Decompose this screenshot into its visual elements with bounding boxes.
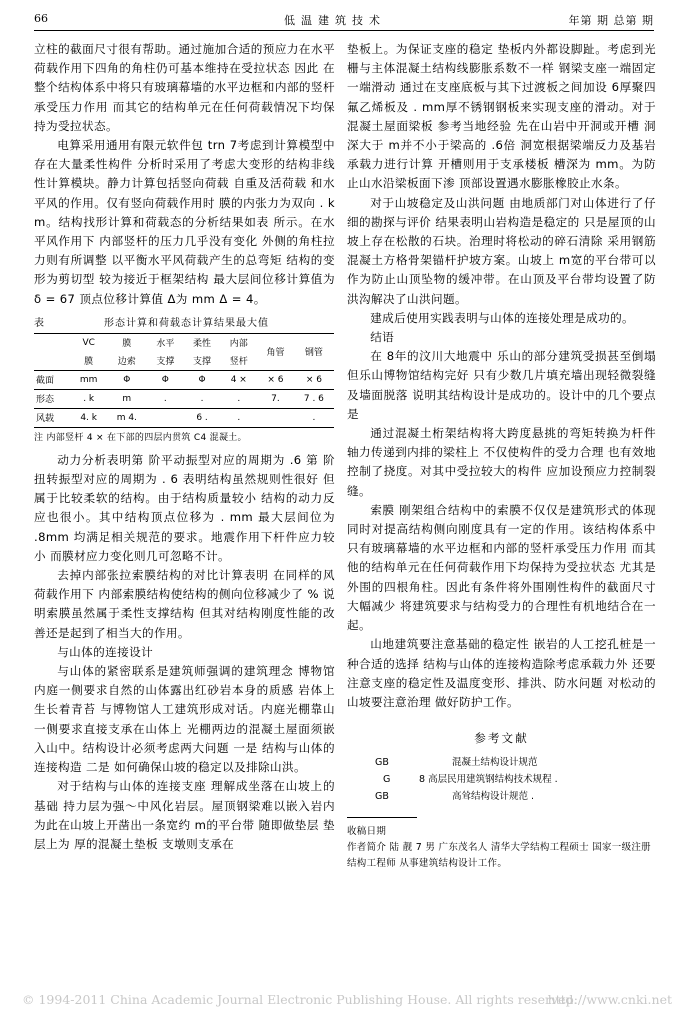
table-cell <box>147 408 184 427</box>
paragraph: 对于山坡稳定及山洪问题 由地质部门对山体进行了仔细的勘探与评价 结果表明山岩构造是稳定的 只是屋顶的山坡上存在松散的石块。治理时将松动的碎石清除 采用钢筋混凝土方格骨架锚杆护坡方案。山坡上 m宽的平台带可以作为防止山顶坠物的缓冲带。在山顶及平台带均设置了防洪沟解决了山洪问题。 <box>347 195 656 306</box>
table-corner <box>34 352 71 371</box>
reference-code: GB <box>375 791 389 803</box>
table-cell: 截面 <box>34 370 71 389</box>
paragraph: 对于结构与山体的连接支座 理解成坐落在山坡上的基础 持力层为强～中风化岩层。屋顶钢梁难以嵌入岩内 为此在山坡上开凿出一条宽约 m的平台带 随即做垫层 垫层上为 厚的混凝土垫板 支墩则支承在 <box>34 779 335 851</box>
paragraph: 动力分析表明第 阶平动振型对应的周期为 .6 第 阶扭转振型对应的周期为 . 6 表明结构虽然规则性很好 但属于比较柔软的结构。由于结构质量较小 结构的动力反应也很小。其中结构顶点位移为 . mm 最大层间位为 .8mm 均满足相关规范的要求。地震作用下杆件应力较小 而膜材应力变化则几可忽略不计。 <box>34 452 335 563</box>
table-header-cell: 柔性 <box>184 333 221 352</box>
table-cell: × 6 <box>257 370 294 389</box>
reference-item <box>347 788 656 805</box>
issue-info: 年第 期 总第 期 <box>568 14 654 27</box>
table-header-cell: 支撑 <box>193 357 212 368</box>
right-column <box>347 40 656 872</box>
table-cell: 4 × <box>220 370 257 389</box>
table-header-cell: VC <box>71 333 107 352</box>
table-cell: Φ <box>107 370 147 389</box>
table-cell: m <box>107 389 147 408</box>
table-cell: 6 . <box>184 408 221 427</box>
table-cell: 7. <box>257 389 294 408</box>
table-row <box>34 408 334 427</box>
table-header-cell: 支撑 <box>156 357 175 368</box>
table-corner <box>34 333 71 352</box>
table-header-row <box>34 333 334 352</box>
reference-code: GB <box>375 757 389 769</box>
reference-title: 8 高层民用建筑钢结构技术规程 . <box>419 774 558 786</box>
table-label: 表 <box>34 317 44 329</box>
journal-title: 低温建筑技术 <box>284 14 386 27</box>
copyright-footer <box>22 992 672 1007</box>
results-table <box>34 333 334 428</box>
table-header-cell: 膜 <box>107 333 147 352</box>
table-cell: m 4. <box>107 408 147 427</box>
table-cell: . <box>184 389 221 408</box>
paragraph: 电算采用通用有限元软件包 trn 7考虑到计算模型中存在大量柔性构件 分析时采用了考虑大变形的结构非线性计算模块。静力计算包括竖向荷载 自重及活荷载 和水平风的作用。仅有竖向荷载作用时 膜的内张力为双向 . k m。结构找形计算和荷载态的分析结果如表 所示。在水平风作用下 内部竖杆的压力几乎没有变化 外侧的角柱拉力则有所调整 以平衡水平风荷载产生的总弯矩 结构的变形为剪切型 较为接近于框架结构 最大层间位移计算值为 δ = 67 顶点位移计算值 Δ为 mm Δ = 4。 <box>34 138 335 306</box>
paragraph: 垫板上。为保证支座的稳定 垫板内外都设脚趾。考虑到光栅与主体混凝土结构线膨胀系数不一样 钢梁支座一端固定一端滑动 通过在支座底板与其下过渡板之间加设 6厚聚四氟乙烯板及 . mm厚不锈钢钢板来实现支座的滑动。对于混凝土屋面梁板 参考当地经验 先在山岩中开洞或开槽 洞深大于 m并不小于梁高的 .6倍 洞宽根据梁端反力及基岩承载力进行计算 开槽则用于支承楼板 槽深为 mm。为防止山水沿梁板面下渗 顶部设置遇水膨胀橡胶止水条。 <box>347 42 656 191</box>
table-caption <box>34 317 335 333</box>
table-row <box>34 370 334 389</box>
table-header-cell: 边索 <box>117 357 136 368</box>
author-bio: 作者简介 陆 靓 7 男 广东茂名人 清华大学结构工程硕士 国家一级注册结构工程师 从事建筑结构设计工作。 <box>347 842 651 870</box>
section-heading: 与山体的连接设计 <box>57 644 154 659</box>
table-header-cell: 内部 <box>220 333 257 352</box>
references-title: 参考文献 <box>474 731 529 746</box>
table-cell: Φ <box>184 370 221 389</box>
table-cell: Φ <box>147 370 184 389</box>
table-header-cell: 竖杆 <box>229 357 248 368</box>
table-row <box>34 389 334 408</box>
paragraph: 在 8年的汶川大地震中 乐山的部分建筑受损甚至倒塌 但乐山博物馆结构完好 只有少数几片填充墙出现轻微裂缝及墙面脱落 说明其结构设计是成功的。设计中的几个要点是 <box>347 349 656 421</box>
results-table-block <box>34 317 335 445</box>
section-heading: 结语 <box>370 330 395 345</box>
header-rule <box>34 30 654 31</box>
paragraph: 与山体的紧密联系是建筑师强调的建筑理念 博物馆内庭一侧要求自然的山体露出红砂岩本身的质感 岩体上生长着青苔 与博物馆人工建筑形成对话。内庭光棚靠山一侧要求直接支承在山体上 光棚两边的混凝土屋面须嵌入山中。结构设计必须考虑两大问题 一是 结构与山体的连接构造 二是 如何确保山坡的稳定以及排除山洪。 <box>34 664 335 775</box>
paragraph: 山地建筑要注意基础的稳定性 嵌岩的人工挖孔桩是一种合适的选择 结构与山体的连接构造除考虑承载力外 还要注意支座的稳定性及温度变形、排洪、防水问题 对松动的山坡要注意治理 做好防护工作。 <box>347 637 656 709</box>
reference-code: G <box>383 774 391 786</box>
table-cell: 4. k <box>71 408 107 427</box>
table-header-cell: 角管 <box>257 333 294 370</box>
page-header <box>34 10 654 28</box>
table-header-cell: 水平 <box>147 333 184 352</box>
paragraph: 索膜 刚架组合结构中的索膜不仅仅是建筑形式的体现 同时对提高结构侧向刚度具有一定的作用。该结构体系中只有玻璃幕墙的水平边框和内部的竖杆承受压力作用 而其他的结构单元在任何荷载作用下均保持为受拉状态 尤其是外围的四根角柱。因此有条件将外围刚性构件的截面尺寸大幅减少 将建筑要求与结构受力的合理性有机地结合在一起。 <box>347 502 656 633</box>
footnote-rule <box>347 817 417 818</box>
table-title: 形态计算和荷载态计算结果最大值 <box>104 317 269 329</box>
left-column <box>34 40 335 854</box>
table-cell: 风载 <box>34 408 71 427</box>
table-cell: . <box>220 408 257 427</box>
table-cell: mm <box>71 370 107 389</box>
paragraph: 建成后使用实践表明与山体的连接处理是成功的。 <box>370 310 635 325</box>
reference-title: 混凝土结构设计规范 <box>452 757 538 769</box>
page-number: 66 <box>34 12 48 25</box>
reference-item <box>347 754 656 771</box>
received-date: 收稿日期 <box>347 826 387 838</box>
paragraph: 立柱的截面尺寸很有帮助。通过施加合适的预应力在水平荷载作用下四角的角柱仍可基本维持在受拉状态 因此 在整个结构体系中将只有玻璃幕墙的水平边框和内部的竖杆承受压力作用 而其它的结构单元在任何荷载情况下均保持为受拉状态。 <box>34 42 335 133</box>
table-cell: . <box>294 408 334 427</box>
table-cell: . k <box>71 389 107 408</box>
table-cell <box>257 408 294 427</box>
cnki-url: http://www.cnki.net <box>547 992 672 1007</box>
paragraph: 去掉内部张拉索膜结构的对比计算表明 在同样的风荷载作用下 内部索膜结构使结构的侧向位移减少了 % 说明索膜虽然属于柔性支撑结构 但其对结构刚度性能的改善还是起到了相当大的作用。 <box>34 568 335 640</box>
table-cell: 形态 <box>34 389 71 408</box>
table-header-cell: 膜 <box>84 357 94 368</box>
table-cell: . <box>147 389 184 408</box>
table-cell: . <box>220 389 257 408</box>
table-cell: 7 . 6 <box>294 389 334 408</box>
reference-item <box>347 771 656 788</box>
table-header-cell: 钢管 <box>294 333 334 370</box>
copyright-text: © 1994-2011 China Academic Journal Electronic Publishing House. All rights reserved. <box>22 992 578 1007</box>
reference-title: 高耸结构设计规范 . <box>452 791 535 803</box>
table-note: 注 内部竖杆 4 × 在下部的四层内贯筑 C4 混凝土。 <box>34 432 247 443</box>
table-cell: × 6 <box>294 370 334 389</box>
paragraph: 通过混凝土桁架结构将大跨度悬挑的弯矩转换为杆件轴力传递到内排的梁柱上 不仅使构件的受力合理 也有效地控制了挠度。对其中受拉较大的构件 应加设预应力控制裂缝。 <box>347 426 656 498</box>
